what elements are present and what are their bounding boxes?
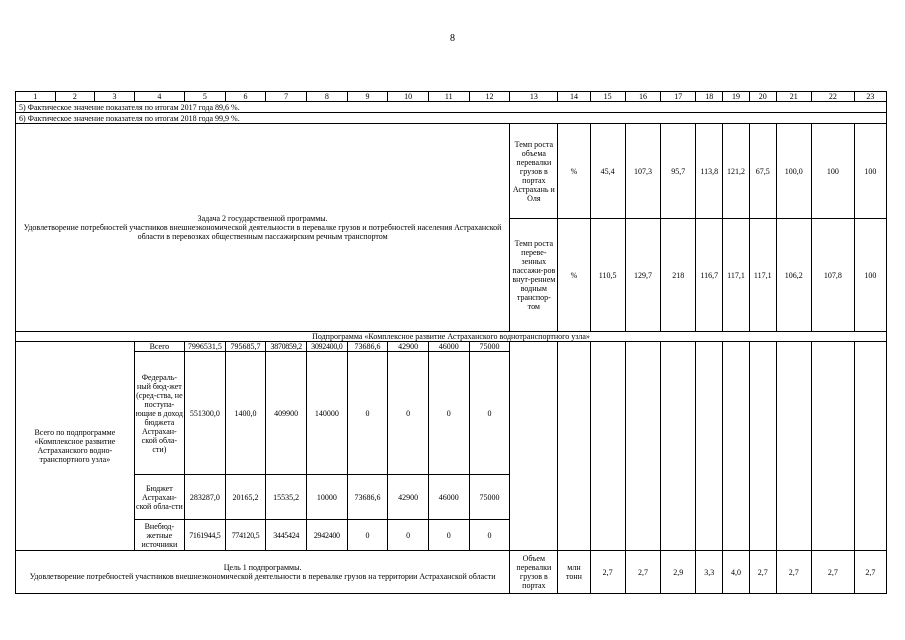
funding-value: 0 [347, 520, 388, 551]
funding-value: 0 [347, 352, 388, 475]
note-row [16, 113, 887, 124]
col-num: 8 [306, 92, 347, 102]
funding-source: Внебюд-жетные источники [134, 520, 184, 551]
funding-value: 0 [388, 520, 429, 551]
indicator-value: 117,1 [749, 219, 776, 332]
indicator-value: 2,7 [776, 551, 811, 594]
funding-value: 0 [388, 352, 429, 475]
funding-value: 3092400,0 [306, 342, 347, 352]
indicator-value: 2,7 [811, 551, 854, 594]
empty-cell [723, 342, 750, 551]
indicator-name: Темп роста переве-зенных пассажи-ров внут-реннем водным транспор-том [510, 219, 558, 332]
col-num: 10 [388, 92, 429, 102]
col-num: 19 [723, 92, 750, 102]
goal1-cell [16, 551, 510, 594]
funding-value: 7996531,5 [185, 342, 226, 352]
col-num: 6 [225, 92, 266, 102]
indicator-value: 107,3 [625, 124, 660, 219]
funding-value: 551300,0 [185, 352, 226, 475]
funding-value: 3445424 [266, 520, 307, 551]
indicator-name: Темп роста объема перевалки грузов в портах Астрахань и Оля [510, 124, 558, 219]
footnote-5: 5) Фактическое значение показателя по итогам 2017 года 89,6 %. [16, 102, 887, 113]
funding-value: 774120,5 [225, 520, 266, 551]
col-num: 22 [811, 92, 854, 102]
funding-value: 795685,7 [225, 342, 266, 352]
indicators-table [15, 91, 887, 594]
task2-text: Удовлетворение потребностей участников внешнеэкономической деятельности в перевалке грузов и потребностей населения Астраханской области в перевозках общественным пассажирским речным транспортом [23, 223, 502, 241]
indicator-value: 100 [854, 219, 886, 332]
funding-value: 409900 [266, 352, 307, 475]
col-num: 15 [590, 92, 625, 102]
subprogram-title-row [16, 332, 887, 342]
indicator-value: 218 [661, 219, 696, 332]
indicator-value: 3,3 [696, 551, 723, 594]
empty-cell [776, 342, 811, 551]
col-num: 1 [16, 92, 56, 102]
empty-cell [510, 342, 558, 551]
funding-value: 3870859,2 [266, 342, 307, 352]
task2-cell [16, 124, 510, 332]
funding-value: 42900 [388, 475, 429, 520]
indicator-value: 121,2 [723, 124, 750, 219]
funding-value: 7161944,5 [185, 520, 226, 551]
col-num: 20 [749, 92, 776, 102]
indicator-value: 2,7 [854, 551, 886, 594]
indicator-value: 100 [854, 124, 886, 219]
funding-value: 42900 [388, 342, 429, 352]
funding-value: 10000 [306, 475, 347, 520]
funding-value: 46000 [428, 342, 469, 352]
empty-cell [749, 342, 776, 551]
indicator-value: 45,4 [590, 124, 625, 219]
task2-row-1 [16, 124, 887, 219]
indicator-value: 2,9 [661, 551, 696, 594]
subprogram-total-label: Всего по подпрограмме «Комплексное развитие Астраханского водно-транспортного узла» [16, 342, 135, 551]
funding-value: 73686,6 [347, 342, 388, 352]
col-num: 16 [625, 92, 660, 102]
indicator-unit: % [558, 219, 590, 332]
page-number: 8 [450, 33, 455, 44]
funding-value: 46000 [428, 475, 469, 520]
empty-cell [625, 342, 660, 551]
funding-source: Федераль-ный бюд-жет (сред-ства, не поступа-ющие в доход бюджета Астрахан-ской обла-сти) [134, 352, 184, 475]
funding-value: 0 [469, 520, 510, 551]
empty-cell [558, 342, 590, 551]
indicator-value: 2,7 [590, 551, 625, 594]
col-num: 21 [776, 92, 811, 102]
col-num: 5 [185, 92, 226, 102]
funding-value: 15535,2 [266, 475, 307, 520]
funding-value: 73686,6 [347, 475, 388, 520]
indicator-value: 113,8 [696, 124, 723, 219]
goal1-text: Удовлетворение потребностей участников внешнеэкономической деятельности в перевалке грузов на территории Астраханской области [29, 572, 496, 581]
col-num: 2 [55, 92, 95, 102]
indicator-value: 2,7 [749, 551, 776, 594]
col-num: 3 [95, 92, 135, 102]
funding-value: 1400,0 [225, 352, 266, 475]
goal1-row [16, 551, 887, 594]
column-number-row [16, 92, 887, 102]
col-num: 7 [266, 92, 307, 102]
indicator-unit: % [558, 124, 590, 219]
indicator-value: 95,7 [661, 124, 696, 219]
funding-value: 20165,2 [225, 475, 266, 520]
col-num: 11 [428, 92, 469, 102]
funding-value: 0 [469, 352, 510, 475]
empty-cell [696, 342, 723, 551]
col-num: 9 [347, 92, 388, 102]
col-num: 12 [469, 92, 510, 102]
funding-value: 140000 [306, 352, 347, 475]
funding-value: 0 [428, 352, 469, 475]
indicator-value: 110,5 [590, 219, 625, 332]
indicator-value: 129,7 [625, 219, 660, 332]
col-num: 23 [854, 92, 886, 102]
col-num: 13 [510, 92, 558, 102]
footnote-6: 6) Фактическое значение показателя по итогам 2018 года 99,9 %. [16, 113, 887, 124]
note-row [16, 102, 887, 113]
col-num: 17 [661, 92, 696, 102]
funding-source: Всего [134, 342, 184, 352]
col-num: 18 [696, 92, 723, 102]
funding-row-total [16, 342, 887, 352]
funding-source: Бюджет Астрахан-ской обла-сти [134, 475, 184, 520]
indicator-value: 100 [811, 124, 854, 219]
funding-value: 75000 [469, 342, 510, 352]
empty-cell [811, 342, 854, 551]
funding-value: 2942400 [306, 520, 347, 551]
indicator-value: 116,7 [696, 219, 723, 332]
indicator-value: 100,0 [776, 124, 811, 219]
empty-cell [590, 342, 625, 551]
funding-value: 283287,0 [185, 475, 226, 520]
indicator-unit: млн тонн [558, 551, 590, 594]
indicator-value: 106,2 [776, 219, 811, 332]
funding-value: 75000 [469, 475, 510, 520]
empty-cell [854, 342, 886, 551]
indicator-name: Объем перевалки грузов в портах [510, 551, 558, 594]
col-num: 4 [134, 92, 184, 102]
indicator-value: 4,0 [723, 551, 750, 594]
indicator-value: 117,1 [723, 219, 750, 332]
indicator-value: 107,8 [811, 219, 854, 332]
goal1-title: Цель 1 подпрограммы. [223, 563, 302, 572]
col-num: 14 [558, 92, 590, 102]
funding-value: 0 [428, 520, 469, 551]
empty-cell [661, 342, 696, 551]
indicator-value: 2,7 [625, 551, 660, 594]
task2-title: Задача 2 государственной программы. [197, 214, 328, 223]
subprogram-title: Подпрограмма «Комплексное развитие Астраханского воднотранспортного узла» [16, 332, 887, 342]
indicator-value: 67,5 [749, 124, 776, 219]
